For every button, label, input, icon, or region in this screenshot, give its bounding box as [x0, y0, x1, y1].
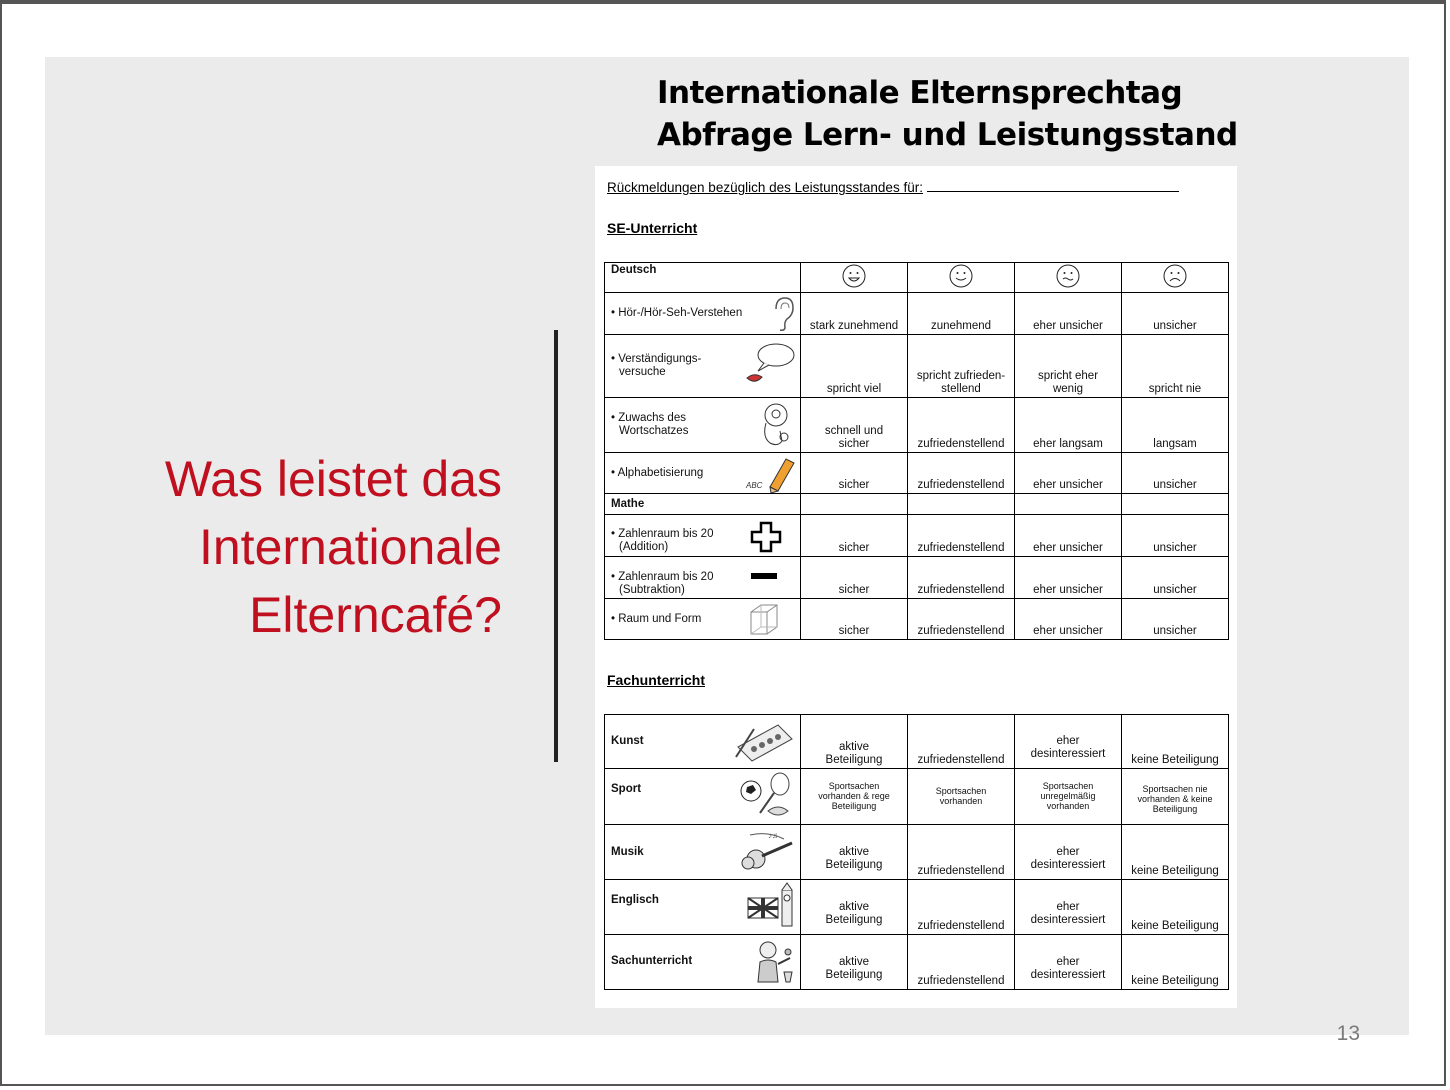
name-blank [927, 179, 1179, 192]
value-cell: eher unsicher [1015, 293, 1122, 335]
value-cell: zufriedenstellend [908, 825, 1015, 880]
table-row [605, 769, 1229, 825]
row-label-cell [605, 557, 801, 599]
ear-icon [770, 295, 796, 333]
row-label: • Zahlenraum bis 20 [611, 528, 714, 540]
left-title-line: Was leistet das [164, 451, 502, 507]
heading-line: Internationale Elternsprechtag [657, 75, 1183, 111]
minus-icon [750, 572, 778, 580]
value-cell: eher desinteressiert [1015, 825, 1122, 880]
value-cell: aktive Beteiligung [801, 825, 908, 880]
feedback-label: Rückmeldungen bezüglich des Leistungsstandes für: [607, 180, 923, 195]
value-cell: aktive Beteiligung [801, 880, 908, 935]
value-cell: eher desinteressiert [1015, 715, 1122, 769]
value-cell: Sportsachen vorhanden & rege Beteiligung [801, 769, 908, 825]
left-title-line: Internationale [198, 519, 502, 575]
table-row [605, 494, 1229, 515]
value-cell: eher unsicher [1015, 599, 1122, 640]
value-cell: eher langsam [1015, 398, 1122, 453]
value-cell: eher unsicher [1015, 515, 1122, 557]
row-label: Musik [611, 846, 644, 858]
value-cell: spricht zufrieden- stellend [908, 335, 1015, 398]
value-cell: langsam [1122, 398, 1229, 453]
value-cell: sicher [801, 557, 908, 599]
row-label: • Verständigungs- [611, 353, 702, 365]
row-label-cell [605, 769, 801, 825]
row-label: versuche [619, 366, 666, 378]
value-cell: keine Beteiligung [1122, 935, 1229, 990]
value-cell: unsicher [1122, 515, 1229, 557]
value-cell: spricht viel [801, 335, 908, 398]
page-number: 13 [1336, 1022, 1360, 1045]
heading-line: Abfrage Lern- und Leistungsstand [657, 117, 1238, 153]
deutsch-header-cell [605, 263, 801, 293]
table-row [605, 453, 1229, 494]
value-cell: keine Beteiligung [1122, 825, 1229, 880]
row-label: Sachunterricht [611, 955, 693, 967]
very-happy-face-icon [801, 263, 908, 293]
guitar-icon [738, 829, 796, 875]
row-label: (Addition) [619, 541, 669, 553]
value-cell: spricht nie [1122, 335, 1229, 398]
table-row [605, 263, 1229, 293]
empty-cell [1122, 494, 1229, 515]
value-cell: eher unsicher [1015, 557, 1122, 599]
value-cell: eher unsicher [1015, 453, 1122, 494]
unsure-face-icon [1015, 263, 1122, 293]
pencil-icon [744, 455, 796, 493]
feedback-line [607, 179, 1179, 195]
value-cell: unsicher [1122, 453, 1229, 494]
value-cell: Sportsachen nie vorhanden & keine Beteiligung [1122, 769, 1229, 825]
value-cell: zufriedenstellend [908, 515, 1015, 557]
value-cell: zunehmend [908, 293, 1015, 335]
value-cell: sicher [801, 515, 908, 557]
science-kid-icon [752, 938, 796, 984]
row-label-cell [605, 293, 801, 335]
value-cell: Sportsachen vorhanden [908, 769, 1015, 825]
value-cell: zufriedenstellend [908, 453, 1015, 494]
left-title-line: Elterncafé? [249, 587, 502, 643]
value-cell: aktive Beteiligung [801, 715, 908, 769]
value-cell: zufriedenstellend [908, 557, 1015, 599]
pencil-icon-text: ABC [746, 481, 763, 490]
value-cell: keine Beteiligung [1122, 880, 1229, 935]
value-cell: unsicher [1122, 557, 1229, 599]
form-document [595, 166, 1237, 1008]
uk-flag-big-ben-icon [746, 882, 796, 930]
value-cell: aktive Beteiligung [801, 935, 908, 990]
row-label: Sport [611, 783, 642, 795]
row-label: • Hör-/Hör-Seh-Verstehen [611, 307, 743, 319]
fach-table [604, 714, 1229, 990]
table-row [605, 599, 1229, 640]
svg-text:♪♫: ♪♫ [768, 831, 778, 840]
slide-heading [657, 72, 1238, 156]
value-cell: stark zunehmend [801, 293, 908, 335]
row-label-cell [605, 825, 801, 880]
value-cell: eher desinteressiert [1015, 935, 1122, 990]
row-label-cell [605, 935, 801, 990]
value-cell: zufriedenstellend [908, 599, 1015, 640]
row-label: • Alphabetisierung [611, 467, 704, 479]
row-label: • Zahlenraum bis 20 [611, 571, 714, 583]
row-label: Kunst [611, 735, 644, 747]
value-cell: keine Beteiligung [1122, 715, 1229, 769]
empty-cell [908, 494, 1015, 515]
value-cell: unsicher [1122, 293, 1229, 335]
value-cell: schnell und sicher [801, 398, 908, 453]
value-cell: Sportsachen unregelmäßig vorhanden [1015, 769, 1122, 825]
table-row [605, 293, 1229, 335]
table-row [605, 825, 1229, 880]
value-cell: eher desinteressiert [1015, 880, 1122, 935]
table-row [605, 398, 1229, 453]
value-cell: zufriedenstellend [908, 880, 1015, 935]
empty-cell [801, 494, 908, 515]
value-cell: zufriedenstellend [908, 935, 1015, 990]
row-label-cell [605, 880, 801, 935]
row-label: Wortschatzes [619, 425, 689, 437]
value-cell: sicher [801, 599, 908, 640]
value-cell: unsicher [1122, 599, 1229, 640]
row-label-cell [605, 515, 801, 557]
value-cell: spricht eher wenig [1015, 335, 1122, 398]
row-label: Englisch [611, 894, 659, 906]
mathe-header-cell [605, 494, 801, 515]
thinking-head-icon [758, 401, 796, 449]
table-row [605, 880, 1229, 935]
deutsch-header: Deutsch [611, 264, 657, 276]
row-label-cell [605, 398, 801, 453]
row-label: • Raum und Form [611, 613, 702, 625]
sad-face-icon [1122, 263, 1229, 293]
slide-left-title [110, 445, 502, 649]
vertical-divider [554, 330, 558, 762]
table-row [605, 715, 1229, 769]
table-row [605, 557, 1229, 599]
value-cell: sicher [801, 453, 908, 494]
sports-balls-icon [738, 771, 796, 821]
value-cell: zufriedenstellend [908, 398, 1015, 453]
row-label: • Zuwachs des [611, 412, 686, 424]
row-label-cell [605, 335, 801, 398]
table-row [605, 335, 1229, 398]
value-cell: zufriedenstellend [908, 715, 1015, 769]
se-heading: SE-Unterricht [607, 220, 698, 236]
table-row [605, 515, 1229, 557]
se-table [604, 262, 1229, 640]
cube-icon [748, 603, 780, 637]
plus-icon [750, 521, 782, 553]
row-label-cell [605, 599, 801, 640]
empty-cell [1015, 494, 1122, 515]
fach-heading: Fachunterricht [607, 672, 706, 688]
speech-bubble-icon [744, 341, 796, 391]
mathe-header: Mathe [611, 498, 645, 510]
row-label-cell [605, 453, 801, 494]
row-label-cell [605, 715, 801, 769]
paint-palette-icon [734, 717, 796, 765]
table-row [605, 935, 1229, 990]
row-label: (Subtraktion) [619, 584, 685, 596]
happy-face-icon [908, 263, 1015, 293]
